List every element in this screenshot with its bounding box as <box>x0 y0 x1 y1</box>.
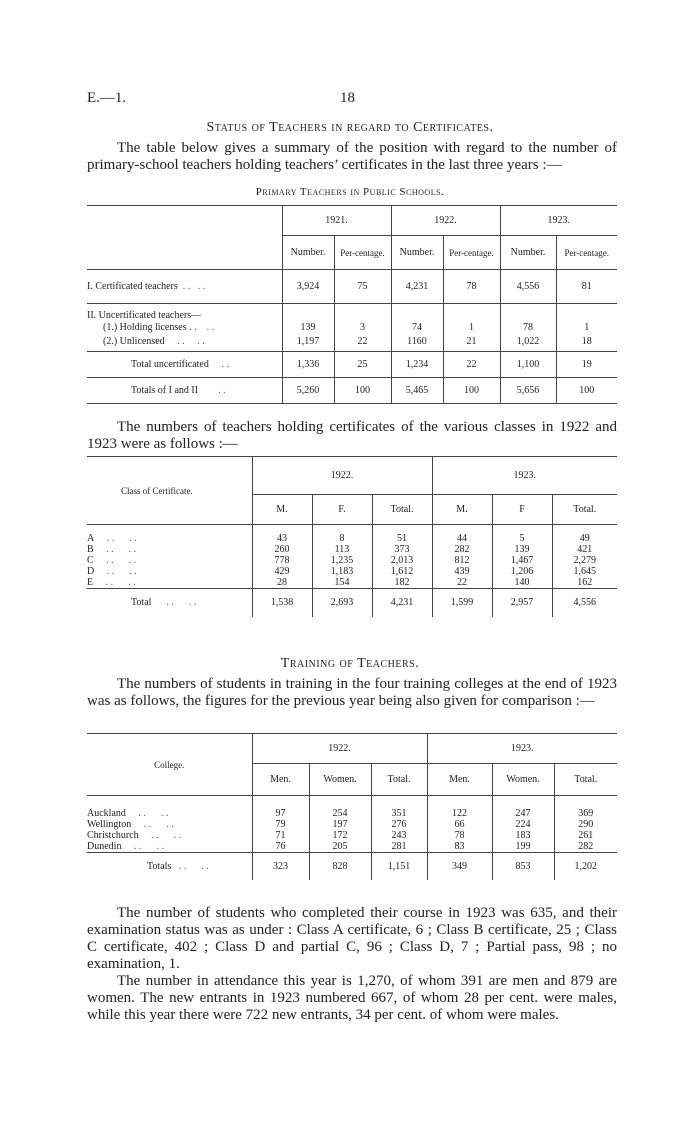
row-label: C . . . . <box>87 555 137 566</box>
row-label: Christchurch . . . . <box>87 829 182 841</box>
cell: 254 <box>309 808 371 819</box>
col-number: Number. <box>282 236 334 270</box>
subcol-header: Total. <box>371 764 427 796</box>
subcol-header: Women. <box>309 764 371 796</box>
cell: 4,231 <box>372 589 432 617</box>
cell: 199 <box>492 841 554 853</box>
subcol-header: Total. <box>372 495 432 525</box>
subcol-header: F <box>492 495 552 525</box>
cell: 28 <box>252 577 312 589</box>
cell: 282 <box>432 544 492 555</box>
cell: 83 <box>427 841 492 853</box>
cell: 282 <box>554 841 617 853</box>
cell: 5 <box>492 525 552 545</box>
subcol-header: Men. <box>427 764 492 796</box>
intro-paragraph-3: The numbers of students in training in the four training colleges at the end of 1923 was as follows, the figures for the previous year being also given for comparison :— <box>87 676 617 709</box>
cell: 812 <box>432 555 492 566</box>
cell: 22 <box>443 351 500 377</box>
cell: 100 <box>556 377 617 403</box>
row-label-holding-licenses: (1.) Holding licenses . . . . <box>103 321 215 333</box>
col-number: Number. <box>500 236 556 270</box>
cell: 76 <box>252 841 309 853</box>
cell: 140 <box>492 577 552 589</box>
cell: 22 <box>334 333 391 351</box>
cell: 18 <box>556 333 617 351</box>
table-row <box>87 841 617 853</box>
cell: 429 <box>252 566 312 577</box>
subcol-header: Total. <box>552 495 617 525</box>
cell: 172 <box>309 830 371 841</box>
col-class-of-certificate: Class of Certificate. <box>121 485 193 496</box>
row-label: E . . . . <box>87 577 136 588</box>
cell: 421 <box>552 544 617 555</box>
cell: 78 <box>500 321 556 333</box>
cell: 97 <box>252 808 309 819</box>
page-ref: E.—1. <box>87 90 127 106</box>
cell: 154 <box>312 577 372 589</box>
cell: 22 <box>432 577 492 589</box>
cell: 2,279 <box>552 555 617 566</box>
subcol-header: Women. <box>492 764 554 796</box>
row-label-totals: Totals of I and II . . <box>131 384 226 396</box>
row-label-uncertificated-head: II. Uncertificated teachers— <box>87 310 202 321</box>
cell: 1,234 <box>391 351 443 377</box>
cell: 1,612 <box>372 566 432 577</box>
cell: 1,197 <box>282 333 334 351</box>
year-header-1923: 1923. <box>500 206 617 236</box>
cell: 281 <box>371 841 427 853</box>
cell: 1 <box>443 321 500 333</box>
row-label: D . . . . <box>87 566 137 577</box>
section-title-training: Training of Teachers. <box>280 656 420 671</box>
cell: 224 <box>492 819 554 830</box>
cell: 113 <box>312 544 372 555</box>
cell: 21 <box>443 333 500 351</box>
cell: 51 <box>372 525 432 545</box>
cell: 260 <box>252 544 312 555</box>
row-label: A . . . . <box>87 533 137 544</box>
cell: 1,235 <box>312 555 372 566</box>
col-percentage: Per-centage. <box>443 236 500 270</box>
cell: 1,151 <box>371 852 427 880</box>
closing-paragraph-1: The number of students who completed their course in 1923 was 635, and their examination status was as under : Class A certificate, 6 ; Class B certificate, 25 ; Class C certificate, 402 ; Class D and partial C, 96 ; Class D, 7 ; Partial pass, 98 ; no examination, 1. <box>87 905 617 972</box>
cell: 81 <box>556 270 617 304</box>
cell: 5,656 <box>500 377 556 403</box>
cell: 78 <box>443 270 500 304</box>
cell: 349 <box>427 852 492 880</box>
cell: 49 <box>552 525 617 545</box>
cell: 71 <box>252 830 309 841</box>
cell: 290 <box>554 819 617 830</box>
cell: 1,206 <box>492 566 552 577</box>
cell: 100 <box>334 377 391 403</box>
col-percentage: Per-centage. <box>556 236 617 270</box>
cell: 75 <box>334 270 391 304</box>
col-college: College. <box>154 759 185 770</box>
cell: 162 <box>552 577 617 589</box>
cell: 1 <box>556 321 617 333</box>
cell: 276 <box>371 819 427 830</box>
closing-paragraph-2: The number in attendance this year is 1,270, of whom 391 are men and 879 are women. The new entrants in 1923 numbered 667, of whom 28 per cent. were males, while this year there were 722 new entrants, 34 per cent. of whom were males. <box>87 973 617 1023</box>
cell: 139 <box>282 321 334 333</box>
cell: 1,202 <box>554 852 617 880</box>
closing-paragraphs <box>87 905 617 1024</box>
cell: 369 <box>554 808 617 819</box>
cell: 828 <box>309 852 371 880</box>
section-title-certificates: Status of Teachers in regard to Certificates. <box>206 120 494 135</box>
cell: 8 <box>312 525 372 545</box>
cell: 1,336 <box>282 351 334 377</box>
cell: 182 <box>372 577 432 589</box>
intro-paragraph-1: The table below gives a summary of the position with regard to the number of primary-school teachers holding teachers’ certificates in the last three years :— <box>87 140 617 173</box>
cell: 5,465 <box>391 377 443 403</box>
cell: 1,183 <box>312 566 372 577</box>
cell: 19 <box>556 351 617 377</box>
cell: 43 <box>252 525 312 545</box>
cell: 373 <box>372 544 432 555</box>
table-row <box>87 566 617 577</box>
year-header-1923: 1923. <box>427 734 617 764</box>
cell: 1160 <box>391 333 443 351</box>
cell: 1,100 <box>500 351 556 377</box>
cell: 4,556 <box>500 270 556 304</box>
cell: 100 <box>443 377 500 403</box>
cell: 4,556 <box>552 589 617 617</box>
subcol-header: Total. <box>554 764 617 796</box>
subcol-header: M. <box>252 495 312 525</box>
cell: 1,538 <box>252 589 312 617</box>
cell: 5,260 <box>282 377 334 403</box>
table-title-primary-teachers: Primary Teachers in Public Schools. <box>255 186 445 198</box>
cell: 853 <box>492 852 554 880</box>
row-label-total: Total . . . . <box>131 597 197 609</box>
year-header-1922: 1922. <box>252 457 432 495</box>
cell: 74 <box>391 321 443 333</box>
intro-paragraph-2: The numbers of teachers holding certificates of the various classes in 1922 and 1923 were as follows :— <box>87 419 617 452</box>
table-row <box>87 819 617 830</box>
row-label: Auckland . . . . <box>87 807 169 819</box>
cell: 66 <box>427 819 492 830</box>
table-row <box>87 544 617 555</box>
cell: 261 <box>554 830 617 841</box>
table-certificate-classes <box>87 456 617 617</box>
row-label-certificated: I. Certificated teachers . . . . <box>87 281 206 292</box>
year-header-1923: 1923. <box>432 457 617 495</box>
cell: 778 <box>252 555 312 566</box>
row-label-total-uncertificated: Total uncertificated . . <box>131 358 229 370</box>
row-label-totals: Totals . . . . <box>147 860 209 872</box>
cell: 2,693 <box>312 589 372 617</box>
cell: 243 <box>371 830 427 841</box>
cell: 1,022 <box>500 333 556 351</box>
cell: 122 <box>427 808 492 819</box>
row-label: Dunedin . . . . <box>87 840 164 852</box>
subcol-header: F. <box>312 495 372 525</box>
table-teacher-status <box>87 205 617 404</box>
table-row <box>87 830 617 841</box>
cell: 78 <box>427 830 492 841</box>
col-number: Number. <box>391 236 443 270</box>
cell: 79 <box>252 819 309 830</box>
subcol-header: Men. <box>252 764 309 796</box>
row-label: B . . . . <box>87 544 137 555</box>
cell: 351 <box>371 808 427 819</box>
table-row <box>87 808 617 819</box>
table-training-colleges <box>87 733 617 880</box>
cell: 247 <box>492 808 554 819</box>
row-label: Wellington . . . . <box>87 818 174 830</box>
cell: 2,013 <box>372 555 432 566</box>
cell: 439 <box>432 566 492 577</box>
cell: 3 <box>334 321 391 333</box>
year-header-1921: 1921. <box>282 206 391 236</box>
cell: 139 <box>492 544 552 555</box>
cell: 25 <box>334 351 391 377</box>
cell: 1,599 <box>432 589 492 617</box>
cell: 44 <box>432 525 492 545</box>
cell: 183 <box>492 830 554 841</box>
row-label-unlicensed: (2.) Unlicensed . . . . <box>103 336 205 348</box>
cell: 1,645 <box>552 566 617 577</box>
subcol-header: M. <box>432 495 492 525</box>
cell: 3,924 <box>282 270 334 304</box>
cell: 323 <box>252 852 309 880</box>
table-row <box>87 525 617 545</box>
cell: 2,957 <box>492 589 552 617</box>
cell: 1,467 <box>492 555 552 566</box>
table-row <box>87 577 617 589</box>
col-percentage: Per-centage. <box>334 236 391 270</box>
table-row <box>87 555 617 566</box>
year-header-1922: 1922. <box>391 206 500 236</box>
page-number: 18 <box>340 90 355 106</box>
year-header-1922: 1922. <box>252 734 427 764</box>
cell: 197 <box>309 819 371 830</box>
cell: 205 <box>309 841 371 853</box>
cell: 4,231 <box>391 270 443 304</box>
